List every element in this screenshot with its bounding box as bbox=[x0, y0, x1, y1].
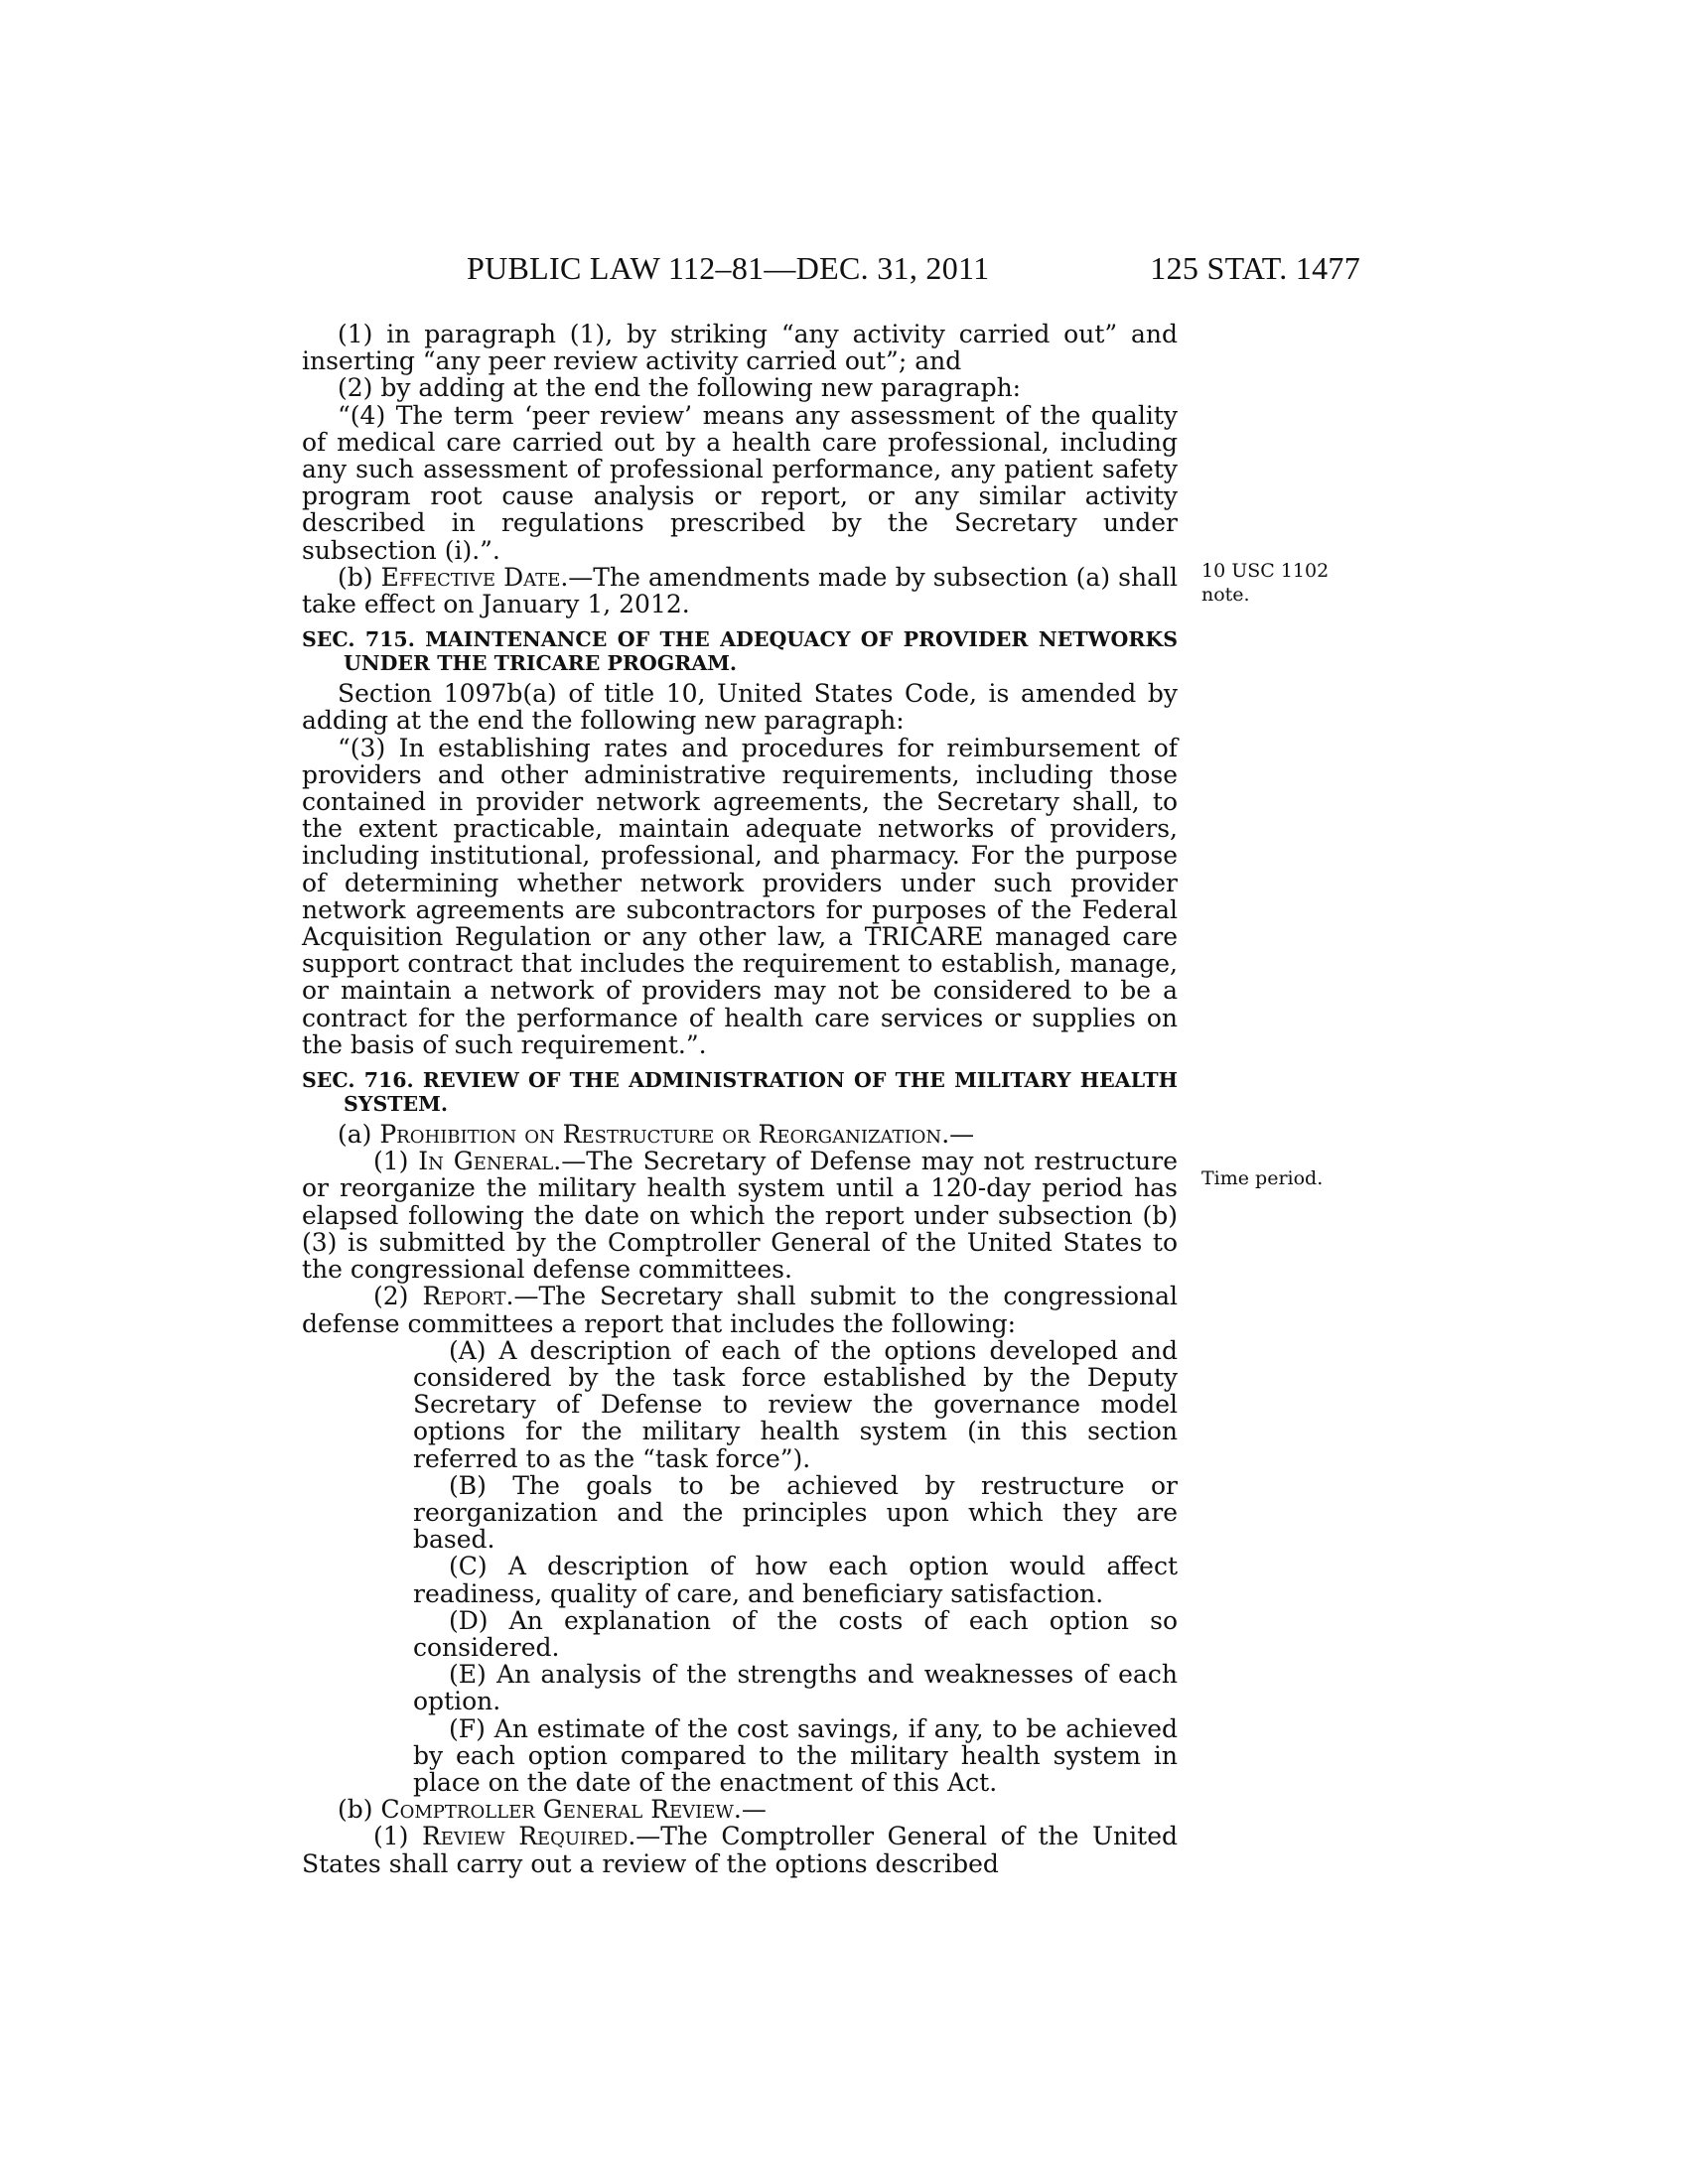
subsection-a2-label: (2) bbox=[373, 1282, 423, 1311]
margin-note-usc bbox=[1201, 559, 1329, 607]
section-716-heading: SEC. 716. REVIEW OF THE ADMINISTRATION OF THE MILITARY HEALTH SYSTEM. bbox=[302, 1068, 1178, 1117]
subsection-a-heading bbox=[302, 1121, 1178, 1148]
subsection-b1-label: (1) bbox=[373, 1822, 422, 1851]
margin-note-usc-line1: 10 USC 1102 bbox=[1201, 560, 1330, 582]
subsection-b1 bbox=[302, 1823, 1178, 1876]
effective-date-title: Effective Date bbox=[380, 562, 561, 592]
subsection-a1-title: In General bbox=[418, 1147, 554, 1176]
subsection-a2-text: .—The Secretary shall submit to the congressional defense committees a report that includes the following: bbox=[302, 1282, 1178, 1338]
subsection-b1-text: .—The Comptroller General of the United States shall carry out a review of the options described bbox=[302, 1822, 1178, 1878]
subsection-b-title: Comptroller General Review bbox=[380, 1795, 734, 1825]
section-715-heading: SEC. 715. MAINTENANCE OF THE ADEQUACY OF PROVIDER NETWORKS UNDER THE TRICARE PROGRAM. bbox=[302, 627, 1178, 676]
subsection-a1-label: (1) bbox=[373, 1147, 419, 1176]
report-item-E: (E) An analysis of the strengths and weaknesses of each option. bbox=[413, 1660, 1178, 1716]
subsection-a1-text: .—The Secretary of Defense may not restructure or reorganize the military health system until a 120-day period has elapsed following the date on which the report under subsection (b)(3) is submitted by the Comptroller General of the United States to the congressional defense committees. bbox=[302, 1147, 1178, 1285]
report-item-C: (C) A description of how each option would affect readiness, quality of care, and beneficiary satisfaction. bbox=[413, 1552, 1178, 1608]
subsection-a-dash: .— bbox=[941, 1120, 975, 1150]
subsection-a-title: Prohibition on Restructure or Reorganization bbox=[379, 1120, 942, 1150]
subsection-a2-title: Report bbox=[422, 1282, 506, 1311]
paragraph-1: (1) in paragraph (1), by striking “any activity carried out” and inserting “any peer review activity carried out”; and bbox=[302, 320, 1178, 376]
paragraph-effective-date bbox=[302, 564, 1178, 617]
report-item-D: (D) An explanation of the costs of each option so considered. bbox=[413, 1605, 1178, 1662]
paragraph-definition-peer-review: “(4) The term ‘peer review’ means any assessment of the quality of medical care carried out by a health care professional, including any such assessment of professional performance, any patient safety program root cause analysis or report, or any similar activity described in regulations prescribed by the Secretary under subsection (i).”. bbox=[302, 400, 1178, 565]
report-item-A: (A) A description of each of the options developed and considered by the task force established by the Deputy Secretary of Defense to review the governance model options for the military health system (in this section referred to as the “task force”). bbox=[413, 1335, 1178, 1473]
body-text bbox=[302, 321, 1178, 1877]
paragraph-2: (2) by adding at the end the following new paragraph: bbox=[338, 373, 1022, 403]
subsection-a2 bbox=[302, 1283, 1178, 1336]
effective-date-label: (b) bbox=[338, 562, 381, 592]
subsection-b1-title: Review Required bbox=[421, 1822, 629, 1851]
margin-note-time-period: Time period. bbox=[1201, 1167, 1324, 1189]
subsection-b-heading bbox=[302, 1796, 1178, 1823]
report-item-B: (B) The goals to be achieved by restructure or reorganization and the principles upon which they are based. bbox=[413, 1470, 1178, 1555]
running-header-stat-page: 125 STAT. 1477 bbox=[1150, 250, 1360, 286]
section-715-paragraph-2: “(3) In establishing rates and procedures for reimbursement of providers and other administrative requirements, including those contained in provider network agreements, the Secretary shall, to the extent practicable, maintain adequate networks of providers, including institutional, professional, and pharmacy. For the purpose of determining whether network providers under such provider network agreements are subcontractors for purposes of the Federal Acquisition Regulation or any other law, a TRICARE managed care support contract that includes the requirement to establish, manage, or maintain a network of providers may not be considered to be a contract for the performance of health care services or supplies on the basis of such requirement.”. bbox=[302, 733, 1178, 1059]
running-header-citation: PUBLIC LAW 112–81—DEC. 31, 2011 bbox=[467, 250, 990, 286]
report-item-F: (F) An estimate of the cost savings, if any, to be achieved by each option compared to the military health system in place on the date of the enactment of this Act. bbox=[413, 1713, 1178, 1797]
subsection-b-label: (b) bbox=[338, 1795, 381, 1825]
subsection-b-dash: .— bbox=[733, 1795, 767, 1825]
margin-note-usc-line2: note. bbox=[1201, 584, 1250, 606]
subsection-a1 bbox=[302, 1148, 1178, 1283]
subsection-a-label: (a) bbox=[338, 1120, 380, 1150]
section-715-paragraph-1: Section 1097b(a) of title 10, United States Code, is amended by adding at the end the following new paragraph: bbox=[302, 679, 1178, 736]
effective-date-text: .—The amendments made by subsection (a) shall take effect on January 1, 2012. bbox=[302, 562, 1179, 619]
